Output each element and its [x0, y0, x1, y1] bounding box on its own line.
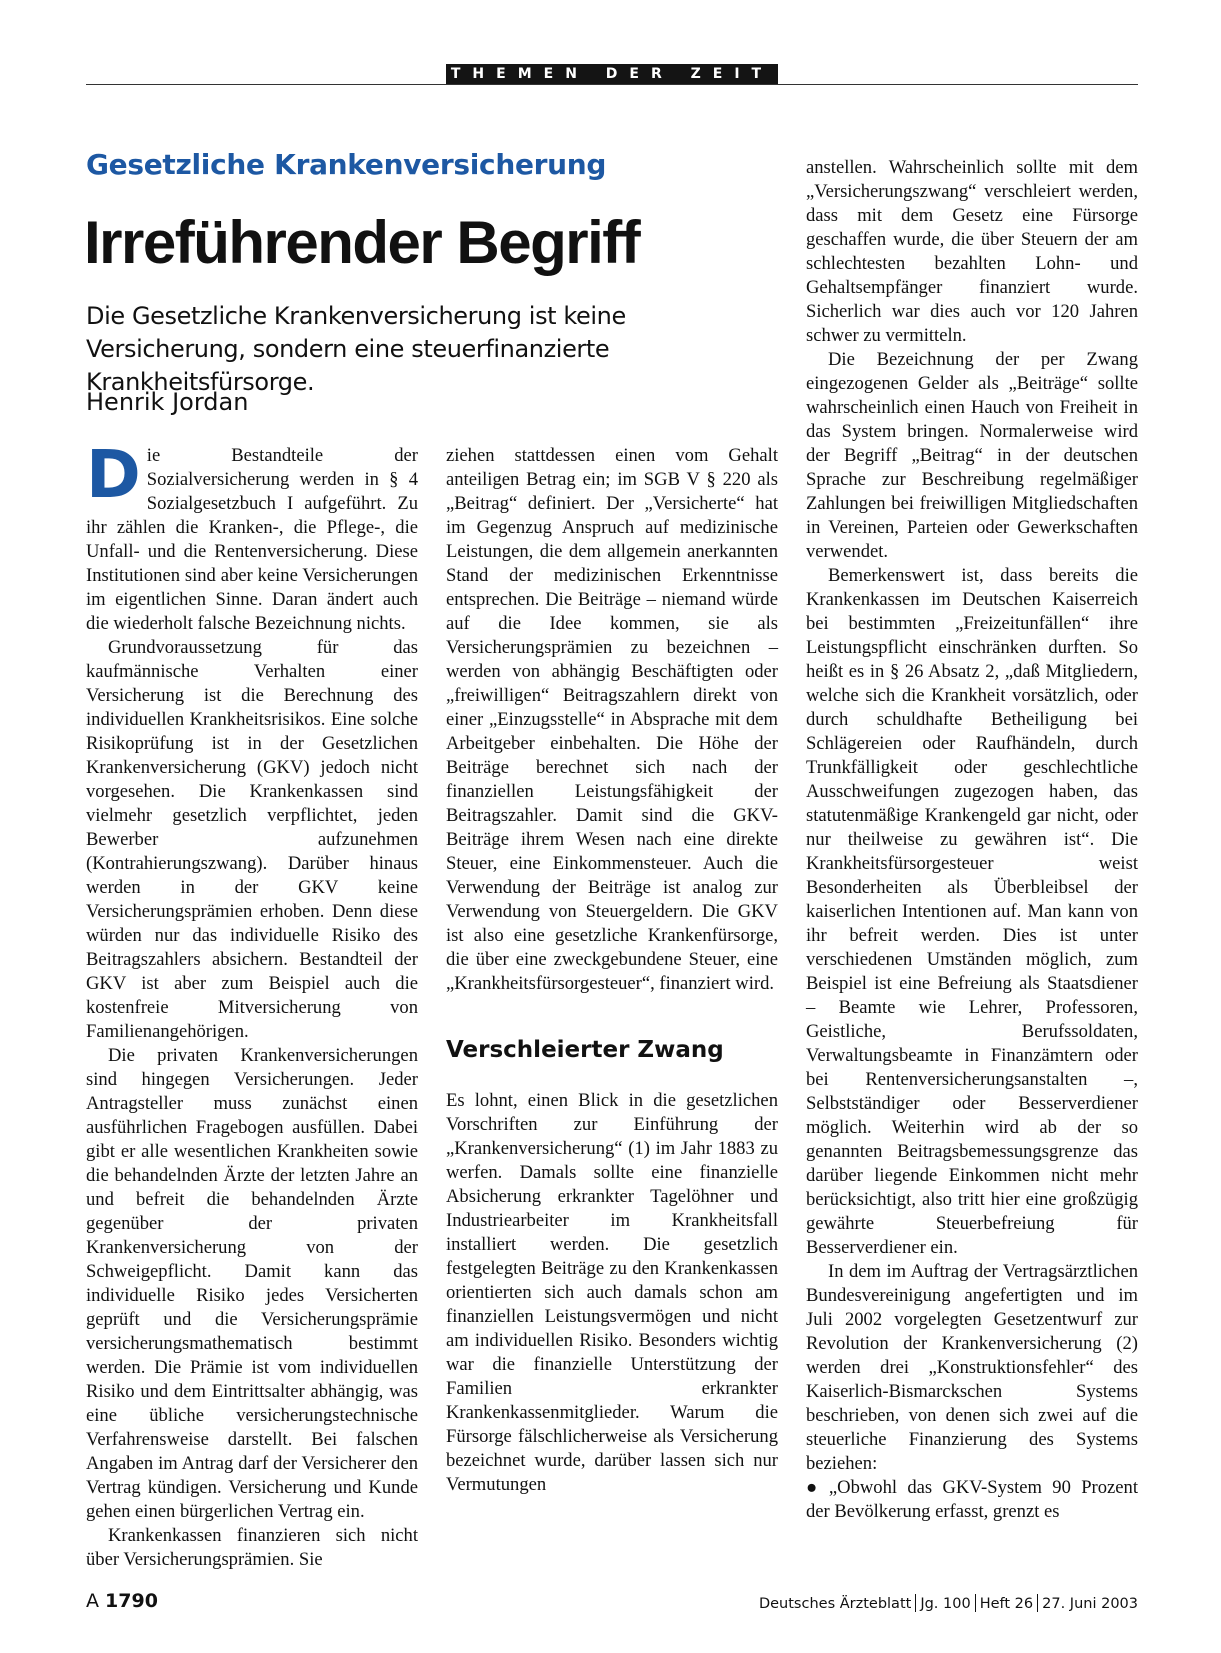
paragraph: In dem im Auftrag der Vertragsärztlichen Bundesvereinigung angefertigten und im Juli 2002 vorgelegten Gesetzentwurf zur Revolution der Krankenversicherung (2) werden drei „Konstruktionsfehler“ des Kaiserlich-Bismarckschen Systems beschrieben, von denen sich zwei auf die steuerliche Finanzierung des Systems beziehen:	[806, 1261, 1138, 1474]
article-title: Irreführender Begriff	[84, 209, 640, 276]
paragraph: anstellen. Wahrscheinlich sollte mit dem „Versicherungszwang“ verschleiert werden, dass mit dem Gesetz eine Fürsorge geschaffen wurde, die über Steuern der am schlechtesten bezahlten Lohn- und Gehaltsempfänger finanziert wurde. Sicherlich war dies auch vor 120 Jahren schwer zu vermitteln.	[806, 157, 1138, 346]
text-column-2	[446, 444, 778, 1497]
journal-name: Deutsches Ärzteblatt	[758, 1596, 912, 1612]
journal-volume: Jg. 100	[920, 1596, 971, 1612]
divider	[1037, 1594, 1038, 1612]
paragraph: Die Bestandteile der Sozialversicherung werden in § 4 Sozialgesetzbuch I aufgeführt. Zu ihr zählen die Kranken-, die Pflege-, die Unfall- und die Rentenversicherung. Diese Institutionen sind aber keine Versicherungen im eigentlichen Sinne. Daran ändert auch die wiederholt falsche Bezeichnung nichts.	[86, 436, 418, 634]
article-kicker: Gesetzliche Krankenversicherung	[86, 148, 607, 181]
paragraph: Krankenkassen finanzieren sich nicht über Versicherungsprämien. Sie	[86, 1525, 418, 1570]
paragraph: Es lohnt, einen Blick in die gesetzlichen Vorschriften zur Einführung der „Krankenversicherung“ (1) im Jahr 1883 zu werfen. Damals sollte eine finanzielle Absicherung erkrankter Tagelöhner und Industriearbeiter im Krankheitsfall installiert werden. Die gesetzlich festgelegten Beiträge zu den Krankenkassen orientierten sich auch damals schon am finanziellen Leistungsvermögen und nicht am individuellen Risiko. Besonders wichtig war die finanzielle Unterstützung der Familien erkrankter Krankenkassenmitglieder. Warum die Fürsorge fälschlicherweise als Versicherung bezeichnet wurde, darüber lassen sich nur Vermutungen	[446, 1090, 778, 1495]
text-column-1	[86, 436, 418, 1572]
header-rule	[86, 84, 1138, 85]
paragraph: Bemerkenswert ist, dass bereits die Krankenkassen im Deutschen Kaiserreich bei bestimmten „Freizeitunfällen“ ihre Leistungspflicht einschränken durften. So heißt es in § 26 Absatz 2, „daß Mitgliedern, welche sich die Krankheit vorsätzlich, oder durch schuldhafte Betheiligung bei Schlägereien oder Raufhändeln, durch Trunkfälligkeit oder geschlechtliche Ausschweifungen zugezogen haben, das statutenmäßige Krankengeld gar nicht, oder nur theilweise zu gewähren ist“. Die Krankheitsfürsorgesteuer weist Besonderheiten als Überbleibsel der kaiserlichen Intentionen auf. Man kann von ihr befreit werden. Dies ist unter verschiedenen Umständen möglich, zum Beispiel ist eine Befreiung als Staatsdiener – Beamte wie Lehrer, Professoren, Geistliche, Berufssoldaten, Verwaltungsbeamte in Finanzämtern oder bei Rentenversicherungsanstalten –, Selbstständiger oder Besserverdiener möglich. Weiterhin wird ab der so genannten Beitragsbemessungsgrenze das darüber liegende Einkommen nicht mehr berücksichtigt, also tritt hier eine großzügig gewährte Steuerbefreiung für Besserverdiener ein.	[806, 565, 1138, 1258]
paragraph: Die privaten Krankenversicherungen sind hingegen Versicherungen. Jeder Antragsteller muss zunächst einen ausführlichen Fragebogen ausfüllen. Dabei gibt er alle wesentlichen Krankheiten sowie die behandelnden Ärzte der letzten Jahre an und befreit die behandelnden Ärzte gegenüber der privaten Krankenversicherung von der Schweigepflicht. Damit kann das individuelle Risiko jedes Versicherten geprüft und die Versicherungsprämie versicherungsmathematisch bestimmt werden. Die Prämie ist vom individuellen Risiko und dem Eintrittsalter abhängig, was eine übliche versicherungstechnische Verfahrensweise darstellt. Bei falschen Angaben im Antrag darf der Versicherer den Vertrag kündigen. Versicherung und Kunde gehen einen bürgerlichen Vertrag ein.	[86, 1045, 418, 1522]
page-number: A 1790	[86, 1590, 158, 1612]
section-subheading: Verschleierter Zwang	[446, 1037, 724, 1063]
section-label: THEMEN DER ZEIT	[446, 64, 778, 84]
journal-citation	[759, 1594, 1138, 1612]
bullet-icon: ●	[806, 1477, 823, 1498]
article-author: Henrik Jordan	[86, 388, 249, 416]
bullet-item: ● „Obwohl das GKV-System 90 Prozent der Bevölkerung erfasst, grenzt es	[806, 1477, 1138, 1522]
paragraph: Grundvoraussetzung für das kaufmännische Verhalten einer Versicherung ist die Berechnung des individuellen Krankheitsrisikos. Eine solche Risikoprüfung ist in der Gesetzlichen Krankenversicherung (GKV) jedoch nicht vorgesehen. Die Krankenkassen sind vielmehr gesetzlich verpflichtet, jeden Bewerber aufzunehmen (Kontrahierungszwang). Darüber hinaus werden in der GKV keine Versicherungsprämien erhoben. Denn diese würden nur das individuelle Risiko des Beitragszahlers absichern. Bestandteil der GKV ist aber zum Beispiel auch die kostenfreie Mitversicherung von Familienangehörigen.	[86, 637, 418, 1042]
paragraph: ziehen stattdessen einen vom Gehalt anteiligen Betrag ein; im SGB V § 220 als „Beitrag“ definiert. Der „Versicherte“ hat im Gegenzug Anspruch auf medizinische Leistungen, die dem allgemein anerkannten Stand der medizinischen Erkenntnisse entsprechen. Die Beiträge – niemand würde auf die Idee kommen, sie als Versicherungsprämien zu bezeichnen – werden von abhängig Beschäftigten oder „freiwilligen“ Beitragszahlern direkt von einer „Einzugsstelle“ in Absprache mit dem Arbeitgeber einbehalten. Die Höhe der Beiträge berechnet sich nach der finanziellen Leistungsfähigkeit der Beitragszahler. Damit sind die GKV-Beiträge ihrem Wesen nach eine direkte Steuer, eine Einkommensteuer. Auch die Verwendung der Beiträge ist analog zur Verwendung von Steuergeldern. Die GKV ist also eine gesetzliche Krankenfürsorge, die über eine zweckgebundene Steuer, eine „Krankheitsfürsorgesteuer“, finanziert wird.	[446, 445, 778, 994]
paragraph: Die Bezeichnung der per Zwang eingezogenen Gelder als „Beiträge“ sollte wahrscheinlich einen Hauch von Freiheit in das System bringen. Normalerweise wird der Begriff „Beitrag“ in der deutschen Sprache zur Beschreibung regelmäßiger Zahlungen bei freiwilligen Mitgliedschaften in Vereinen, Parteien oder Gewerkschaften verwendet.	[806, 349, 1138, 562]
divider	[915, 1594, 916, 1612]
text-column-3	[806, 156, 1138, 1524]
article-lead: Die Gesetzliche Krankenversicherung ist keine Versicherung, sondern eine steuerfinanzierte Krankheitsfürsorge.	[86, 302, 626, 396]
journal-issue: Heft 26	[979, 1596, 1034, 1612]
drop-cap: D	[86, 436, 141, 513]
journal-date: 27. Juni 2003	[1042, 1596, 1138, 1612]
divider	[975, 1594, 976, 1612]
